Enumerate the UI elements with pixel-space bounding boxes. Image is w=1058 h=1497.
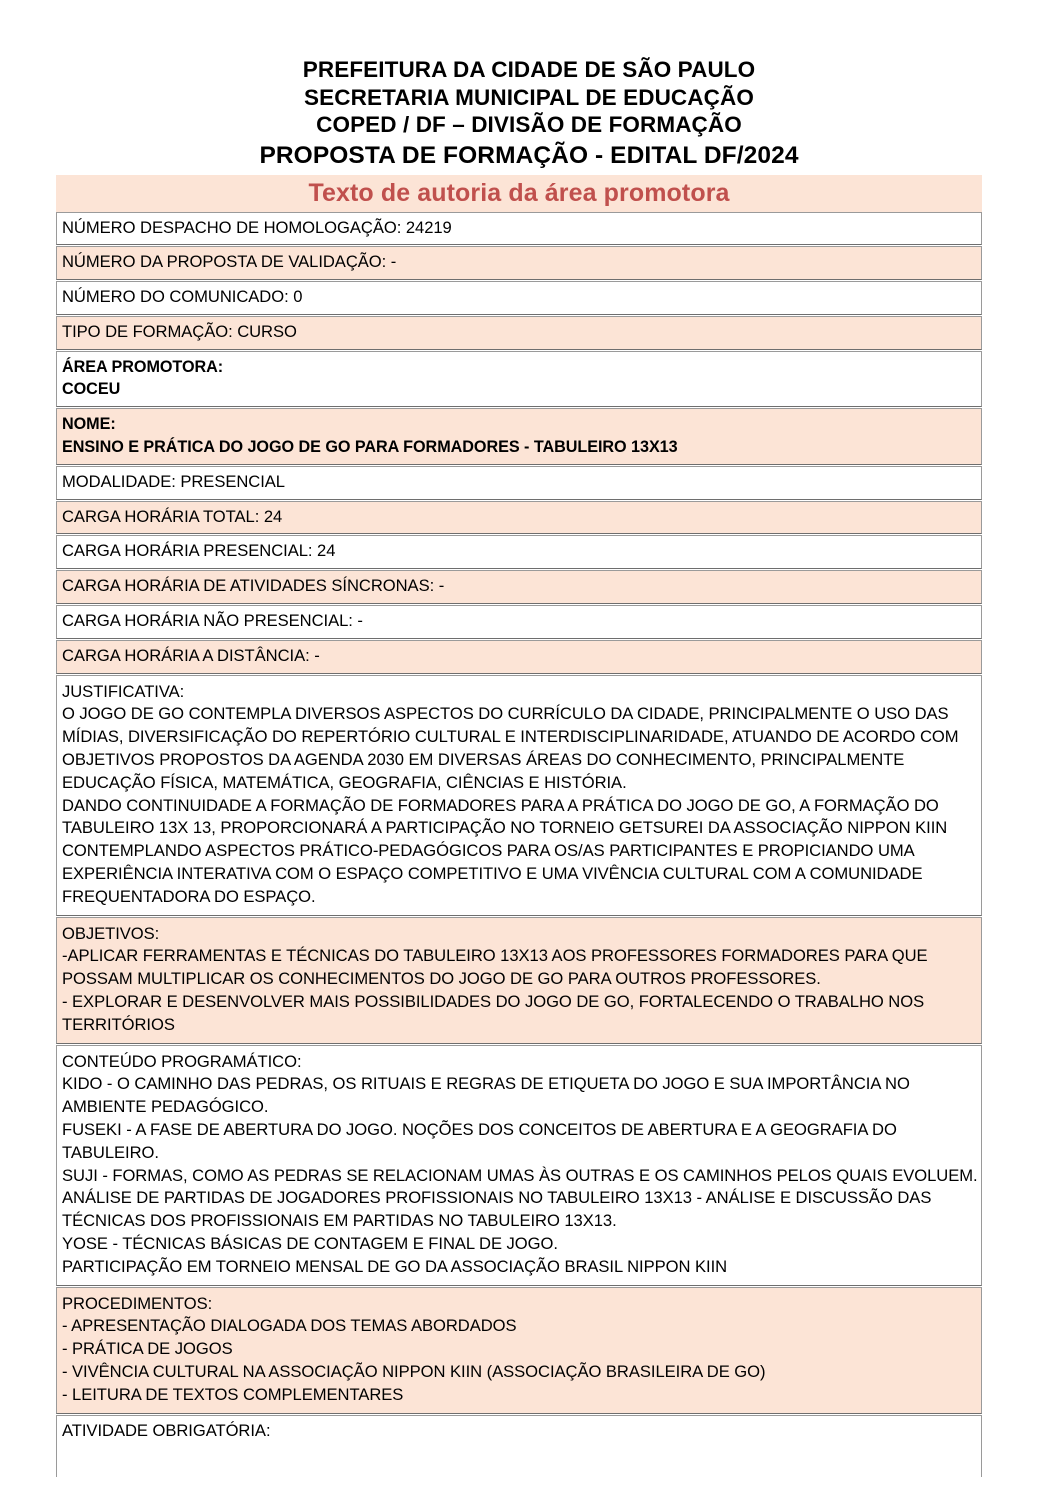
row-line: AMBIENTE PEDAGÓGICO. xyxy=(62,1097,269,1117)
row-line: MÍDIAS, DIVERSIFICAÇÃO DO REPERTÓRIO CULTURAL E INTERDISCIPLINARIDADE, ATUANDO DE ACORDO COM xyxy=(62,727,959,747)
proposta-form-table xyxy=(56,212,982,1477)
header-line-coped: COPED / DF – DIVISÃO DE FORMAÇÃO xyxy=(316,112,742,137)
row-line: TABULEIRO. xyxy=(62,1142,159,1162)
header-line-secretaria: SECRETARIA MUNICIPAL DE EDUCAÇÃO xyxy=(304,84,754,110)
row-line: EDUCAÇÃO FÍSICA, MATEMÁTICA, GEOGRAFIA, CIÊNCIAS E HISTÓRIA. xyxy=(62,772,627,792)
row-line: ÁREA PROMOTORA: xyxy=(62,357,224,376)
document-header xyxy=(0,0,1058,171)
row-line: COCEU xyxy=(62,380,121,399)
row-line: CARGA HORÁRIA PRESENCIAL: 24 xyxy=(62,541,336,561)
table-row-nome xyxy=(56,408,982,465)
row-line: CARGA HORÁRIA NÃO PRESENCIAL: - xyxy=(62,611,363,631)
row-line: SUJI - FORMAS, COMO AS PEDRAS SE RELACIONAM UMAS ÀS OUTRAS E OS CAMINHOS PELOS QUAIS EVOLUEM. xyxy=(62,1165,978,1185)
table-row-procedimentos xyxy=(56,1287,982,1414)
row-line: OBJETIVOS: xyxy=(62,923,160,943)
header-line-proposta: PROPOSTA DE FORMAÇÃO - EDITAL DF/2024 xyxy=(259,141,799,169)
row-line: OBJETIVOS PROPOSTOS DA AGENDA 2030 EM DIVERSAS ÁREAS DO CONHECIMENTO, PRINCIPALMENTE xyxy=(62,750,905,770)
table-row-conteudo-programatico xyxy=(56,1045,982,1286)
row-line: KIDO - O CAMINHO DAS PEDRAS, OS RITUAIS E REGRAS DE ETIQUETA DO JOGO E SUA IMPORTÂNCIA NO xyxy=(62,1074,910,1094)
row-line: NÚMERO DA PROPOSTA DE VALIDAÇÃO: - xyxy=(62,252,397,272)
table-row-tipo-de-formacao xyxy=(56,316,982,350)
header-line-prefeitura: PREFEITURA DA CIDADE DE SÃO PAULO xyxy=(302,57,756,82)
banner-texto-autoria xyxy=(56,175,982,212)
row-line: NÚMERO DO COMUNICADO: 0 xyxy=(62,287,303,307)
row-line: ATIVIDADE OBRIGATÓRIA: xyxy=(62,1420,271,1440)
table-row-objetivos xyxy=(56,917,982,1044)
table-row-carga-horaria-atividades-sincronas xyxy=(56,570,982,604)
row-line: NOME: xyxy=(62,415,116,434)
row-line: POSSAM MULTIPLICAR OS CONHECIMENTOS DO JOGO DE GO PARA OUTROS PROFESSORES. xyxy=(62,969,821,989)
row-line: TERRITÓRIOS xyxy=(62,1014,175,1034)
row-line: CONTEMPLANDO ASPECTOS PRÁTICO-PEDAGÓGICOS PARA OS/AS PARTICIPANTES E PROPICIANDO UMA xyxy=(62,841,915,861)
table-row-carga-horaria-nao-presencial xyxy=(56,605,982,639)
table-row-numero-proposta-validacao xyxy=(56,246,982,280)
row-line: CARGA HORÁRIA DE ATIVIDADES SÍNCRONAS: - xyxy=(62,576,445,596)
row-line: TIPO DE FORMAÇÃO: CURSO xyxy=(62,321,297,341)
row-line: CARGA HORÁRIA A DISTÂNCIA: - xyxy=(62,645,320,665)
row-line: - PRÁTICA DE JOGOS xyxy=(62,1339,233,1359)
banner-label: Texto de autoria da área promotora xyxy=(308,179,730,207)
table-row-modalidade xyxy=(56,466,982,500)
table-row-carga-horaria-total xyxy=(56,501,982,535)
table-row-atividade-obrigatoria xyxy=(56,1415,982,1477)
row-line: FREQUENTADORA DO ESPAÇO. xyxy=(62,886,316,906)
table-row-carga-horaria-a-distancia xyxy=(56,640,982,674)
row-line: - LEITURA DE TEXTOS COMPLEMENTARES xyxy=(62,1384,404,1404)
row-line: NÚMERO DESPACHO DE HOMOLOGAÇÃO: 24219 xyxy=(62,217,452,237)
table-row-numero-despacho-homologacao xyxy=(56,212,982,246)
row-line: -APLICAR FERRAMENTAS E TÉCNICAS DO TABULEIRO 13X13 AOS PROFESSORES FORMADORES PARA QUE xyxy=(62,946,928,966)
table-row-area-promotora xyxy=(56,351,982,408)
row-line: - APRESENTAÇÃO DIALOGADA DOS TEMAS ABORDADOS xyxy=(62,1316,517,1336)
row-line: CONTEÚDO PROGRAMÁTICO: xyxy=(62,1051,302,1071)
row-line: ANÁLISE DE PARTIDAS DE JOGADORES PROFISSIONAIS NO TABULEIRO 13X13 - ANÁLISE E DISCUSSÃO DAS xyxy=(62,1188,932,1208)
row-line: PROCEDIMENTOS: xyxy=(62,1293,213,1313)
row-line: JUSTIFICATIVA: xyxy=(62,681,185,701)
row-line: - EXPLORAR E DESENVOLVER MAIS POSSIBILIDADES DO JOGO DE GO, FORTALECENDO O TRABALHO NOS xyxy=(62,992,925,1012)
row-line: PARTICIPAÇÃO EM TORNEIO MENSAL DE GO DA ASSOCIAÇÃO BRASIL NIPPON KIIN xyxy=(62,1256,728,1276)
table-row-carga-horaria-presencial xyxy=(56,535,982,569)
row-line: - VIVÊNCIA CULTURAL NA ASSOCIAÇÃO NIPPON KIIN (ASSOCIAÇÃO BRASILEIRA DE GO) xyxy=(62,1361,766,1381)
row-line: O JOGO DE GO CONTEMPLA DIVERSOS ASPECTOS DO CURRÍCULO DA CIDADE, PRINCIPALMENTE O USO DAS xyxy=(62,704,949,724)
table-row-numero-comunicado xyxy=(56,281,982,315)
row-line: EXPERIÊNCIA INTERATIVA COM O ESPAÇO COMPETITIVO E UMA VIVÊNCIA CULTURAL COM A COMUNIDADE xyxy=(62,864,923,884)
row-line: ENSINO E PRÁTICA DO JOGO DE GO PARA FORMADORES - TABULEIRO 13X13 xyxy=(62,438,678,457)
row-line: YOSE - TÉCNICAS BÁSICAS DE CONTAGEM E FINAL DE JOGO. xyxy=(62,1233,558,1253)
row-line: DANDO CONTINUIDADE A FORMAÇÃO DE FORMADORES PARA A PRÁTICA DO JOGO DE GO, A FORMAÇÃO DO xyxy=(62,795,939,815)
row-line: FUSEKI - A FASE DE ABERTURA DO JOGO. NOÇÕES DOS CONCEITOS DE ABERTURA E A GEOGRAFIA DO xyxy=(62,1120,897,1139)
row-line: CARGA HORÁRIA TOTAL: 24 xyxy=(62,506,283,526)
row-line: TABULEIRO 13X 13, PROPORCIONARÁ A PARTICIPAÇÃO NO TORNEIO GETSUREI DA ASSOCIAÇÃO NIPPON KIIN xyxy=(62,818,948,838)
table-row-justificativa xyxy=(56,675,982,916)
row-line: TÉCNICAS DOS PROFISSIONAIS EM PARTIDAS NO TABULEIRO 13X13. xyxy=(62,1211,617,1231)
row-line: MODALIDADE: PRESENCIAL xyxy=(62,471,285,491)
